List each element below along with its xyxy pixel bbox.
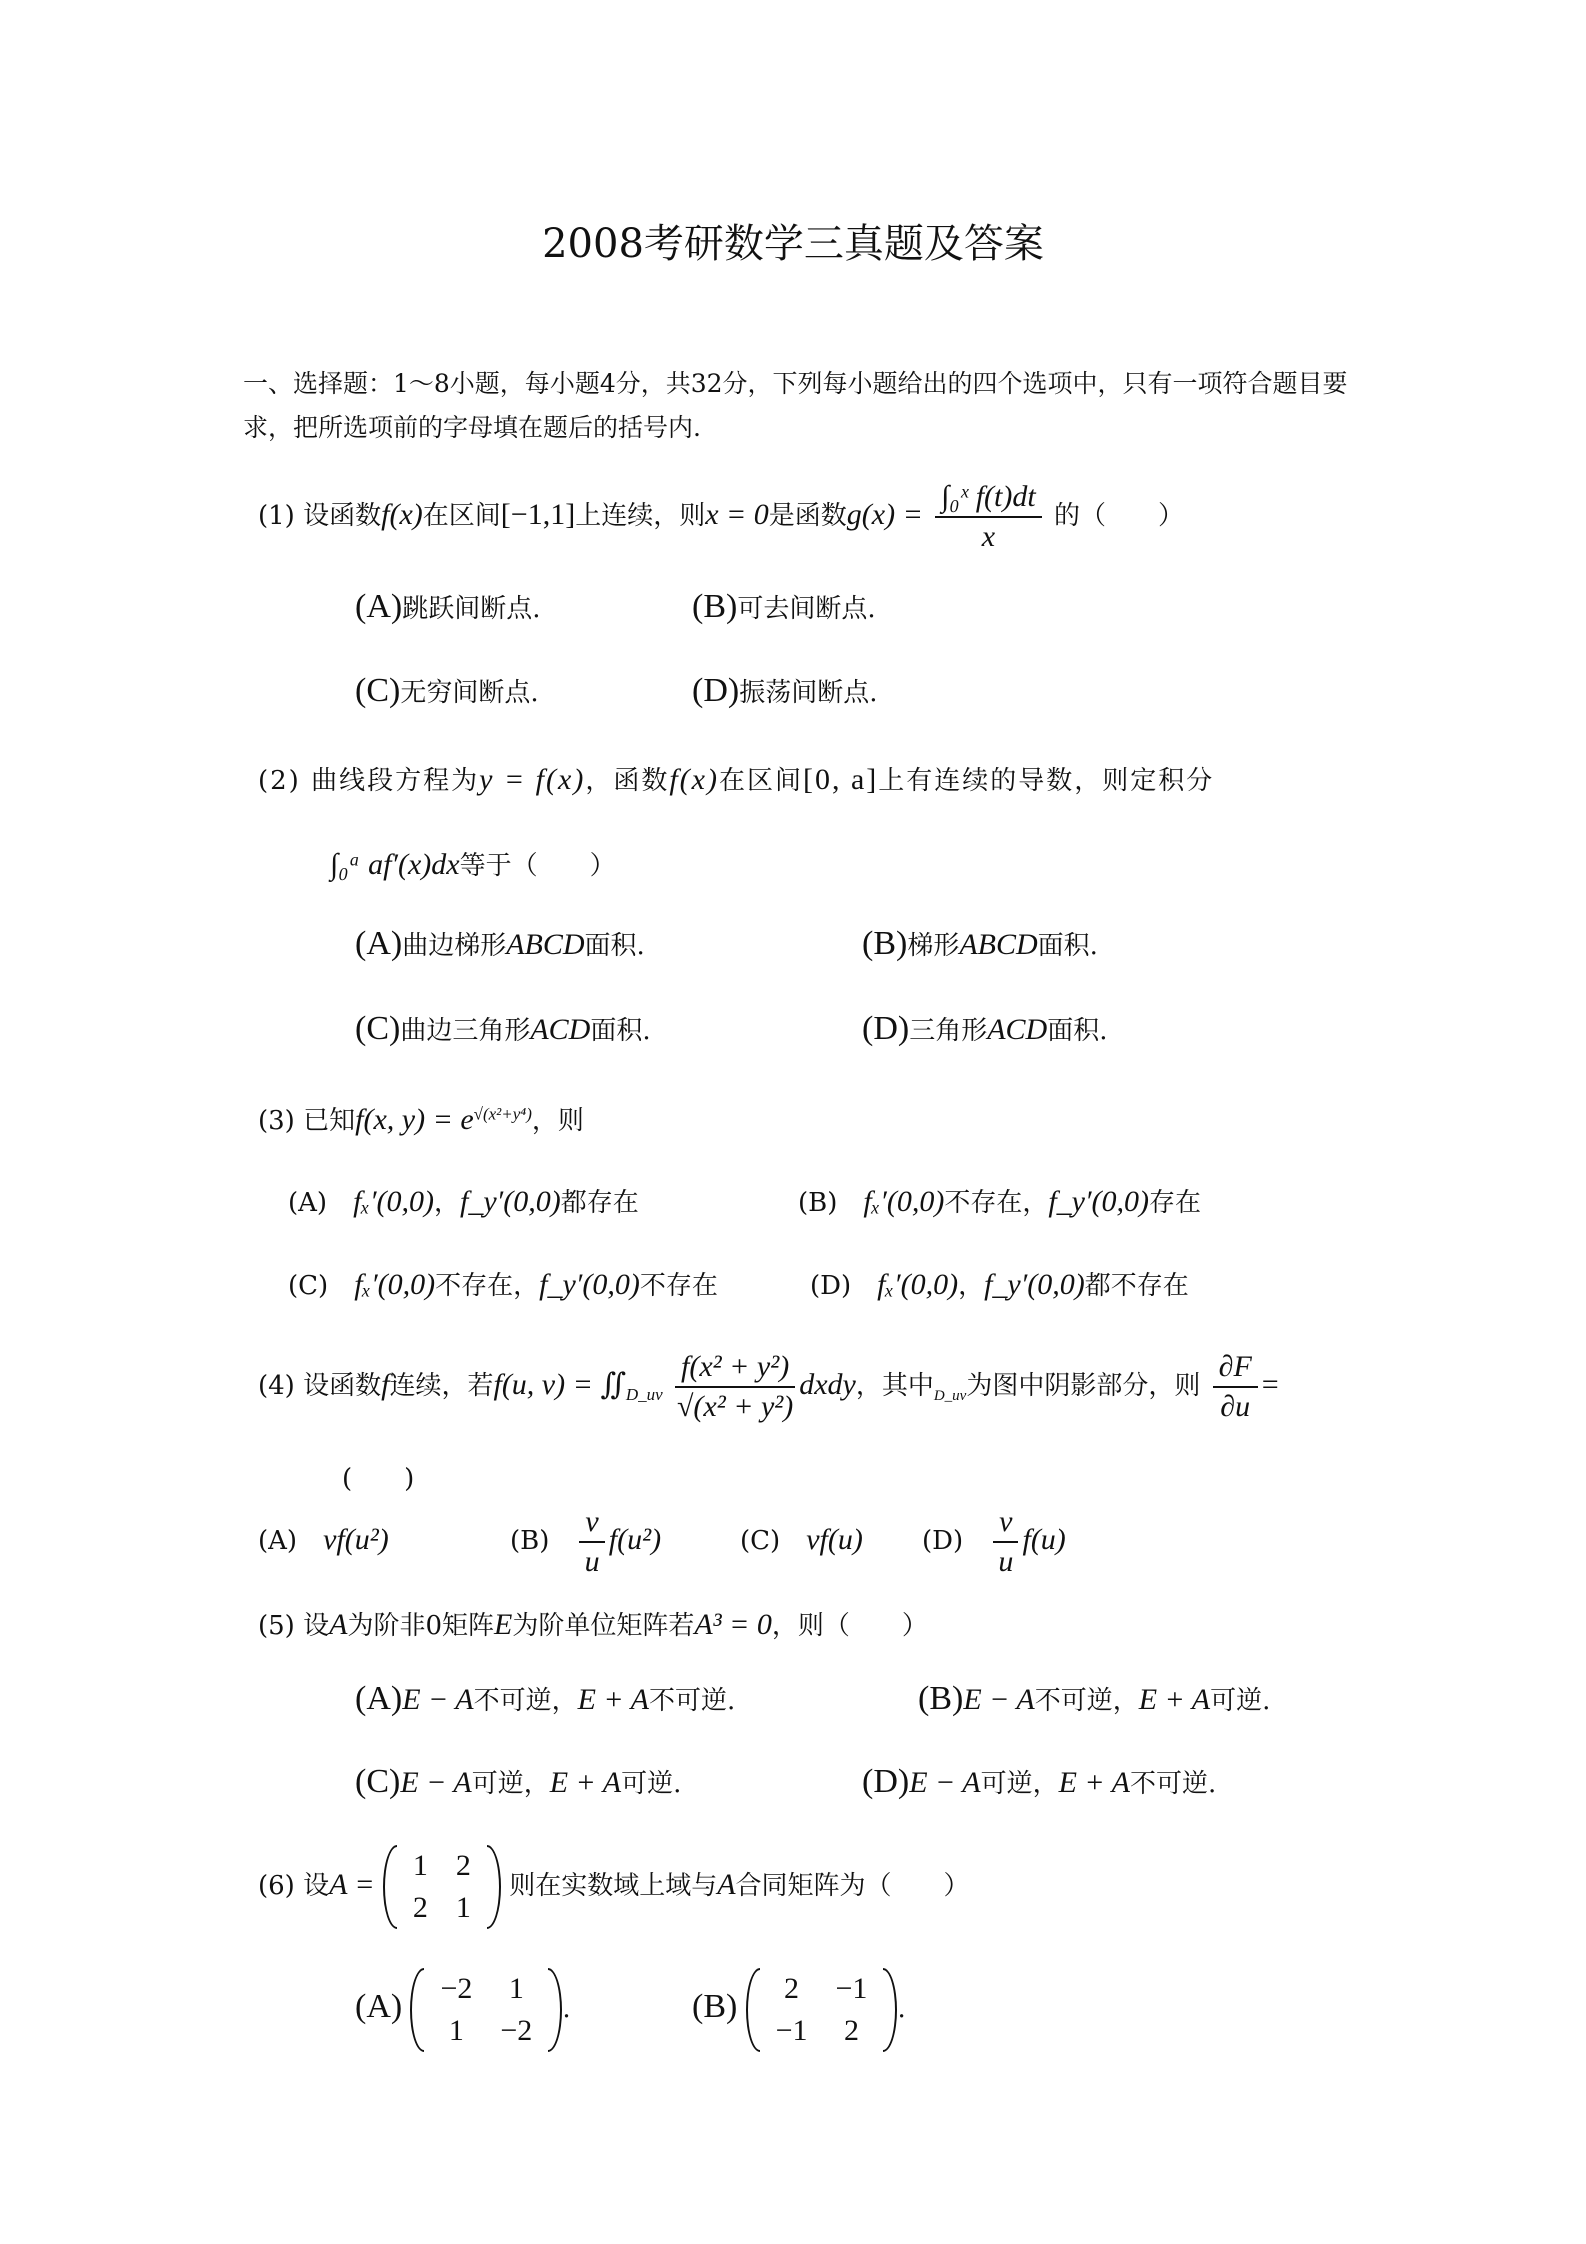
matrix-option-b: 2 −1 −1 2 — [746, 1968, 898, 2052]
option-c: (C)无穷间断点. — [355, 672, 539, 709]
option-c: (C) fₓ′(0,0)不存在，f_y′(0,0)不存在 — [288, 1268, 718, 1301]
page-title: 2008考研数学三真题及答案 — [542, 221, 1044, 267]
option-b: (B) 2 −1 −1 2 . — [692, 1968, 906, 2052]
matrix-a: 1 2 2 1 — [383, 1845, 501, 1929]
fraction: $\frac{\text{f(x² + y²)}}{\text{√(x² + y²)}}$ — [676, 1350, 794, 1423]
option-c: (C)曲边三角形ACD面积. — [355, 1010, 651, 1047]
fraction: $\frac{\text{∫₀ˣ f(t)dt}}{x}$ — [935, 480, 1042, 554]
question-3: (3) 已知f(x, $y) = e^{√(x^2+y^4)}$，则 — [258, 1103, 584, 1136]
question-5: (5) 设A为阶非0矩阵E为阶单位矩阵若A³ = 0，则（ ） — [258, 1608, 928, 1641]
option-d: (D)三角形ACD面积. — [862, 1010, 1108, 1047]
option-a: (A)E − A不可逆，E + A不可逆. — [355, 1680, 736, 1717]
question-1: (1) 设函数f(x)在区间[−1,1]上连续，则x = 0是函数g(x) = $\frac{\text{∫₀ˣ f(t)dt}}{x}$ 的（ ） — [258, 480, 1184, 553]
option-d: (D)振荡间断点. — [692, 672, 878, 709]
option-c: (C) vf(u) — [740, 1523, 863, 1556]
option-a: (A)跳跃间断点. — [355, 588, 541, 625]
option-a: (A) vf(u²) — [258, 1523, 389, 1556]
question-6: (6) 设A = 1 2 2 1 则在实数域上域与A合同矩阵为（ ） — [258, 1845, 970, 1929]
option-c: (C)E − A可逆，E + A可逆. — [355, 1763, 682, 1800]
option-b: (B) fₓ′(0,0)不存在，f_y′(0,0)存在 — [798, 1185, 1202, 1218]
matrix-option-a: −2 1 1 −2 — [410, 1968, 562, 2052]
option-a: (A) fₓ′(0,0)，f_y′(0,0)都存在 — [288, 1185, 639, 1218]
question-number: (1) — [258, 501, 295, 531]
partial-derivative: $\frac{\partial F}{\partial u}$ — [1213, 1350, 1258, 1424]
question-number: (4) — [258, 1371, 295, 1401]
question-number: (3) — [258, 1106, 295, 1136]
question-4: (4) 设函数f连续，若f(u, $v) = ∬_{D\_uv}$ $\frac{\text{f(x² + y²)}}{\text{√(x² + y²)}}$ dxdy，其中$_{D\_uv}$为图中阴影部分，则 $\frac{\partial F}{\partial u}$ = — [258, 1350, 1279, 1423]
option-b: (B) $\frac{v}{u}$ f(u²) — [510, 1505, 662, 1578]
answer-blank: ( ) — [342, 1464, 415, 1494]
question-number: (5) — [258, 1611, 295, 1641]
option-b: (B)可去间断点. — [692, 588, 876, 625]
section-heading: 一、选择题：1～8小题，每小题4分，共32分，下列每小题给出的四个选项中，只有一项符合题目要求，把所选项前的字母填在题后的括号内. — [243, 369, 1348, 442]
option-b: (B)E − A不可逆，E + A可逆. — [918, 1680, 1271, 1717]
question-2: (2) 曲线段方程为y = f(x)，函数f(x)在区间[0, a]上有连续的导数，则定积分 — [258, 763, 1215, 796]
option-a: (A)曲边梯形ABCD面积. — [355, 925, 645, 962]
option-a: (A) −2 1 1 −2 . — [355, 1968, 571, 2052]
option-d: (D) fₓ′(0,0)，f_y′(0,0)都不存在 — [810, 1268, 1189, 1301]
question-number: (6) — [258, 1871, 295, 1901]
option-d: (D) $\frac{v}{u}$ f(u) — [922, 1505, 1066, 1578]
question-number: (2) — [258, 766, 301, 796]
option-b: (B)梯形ABCD面积. — [862, 925, 1098, 962]
question-2-integral: ∫₀ᵃ af′(x)dx等于（ ） — [330, 848, 616, 881]
option-d: (D)E − A可逆，E + A不可逆. — [862, 1763, 1217, 1800]
